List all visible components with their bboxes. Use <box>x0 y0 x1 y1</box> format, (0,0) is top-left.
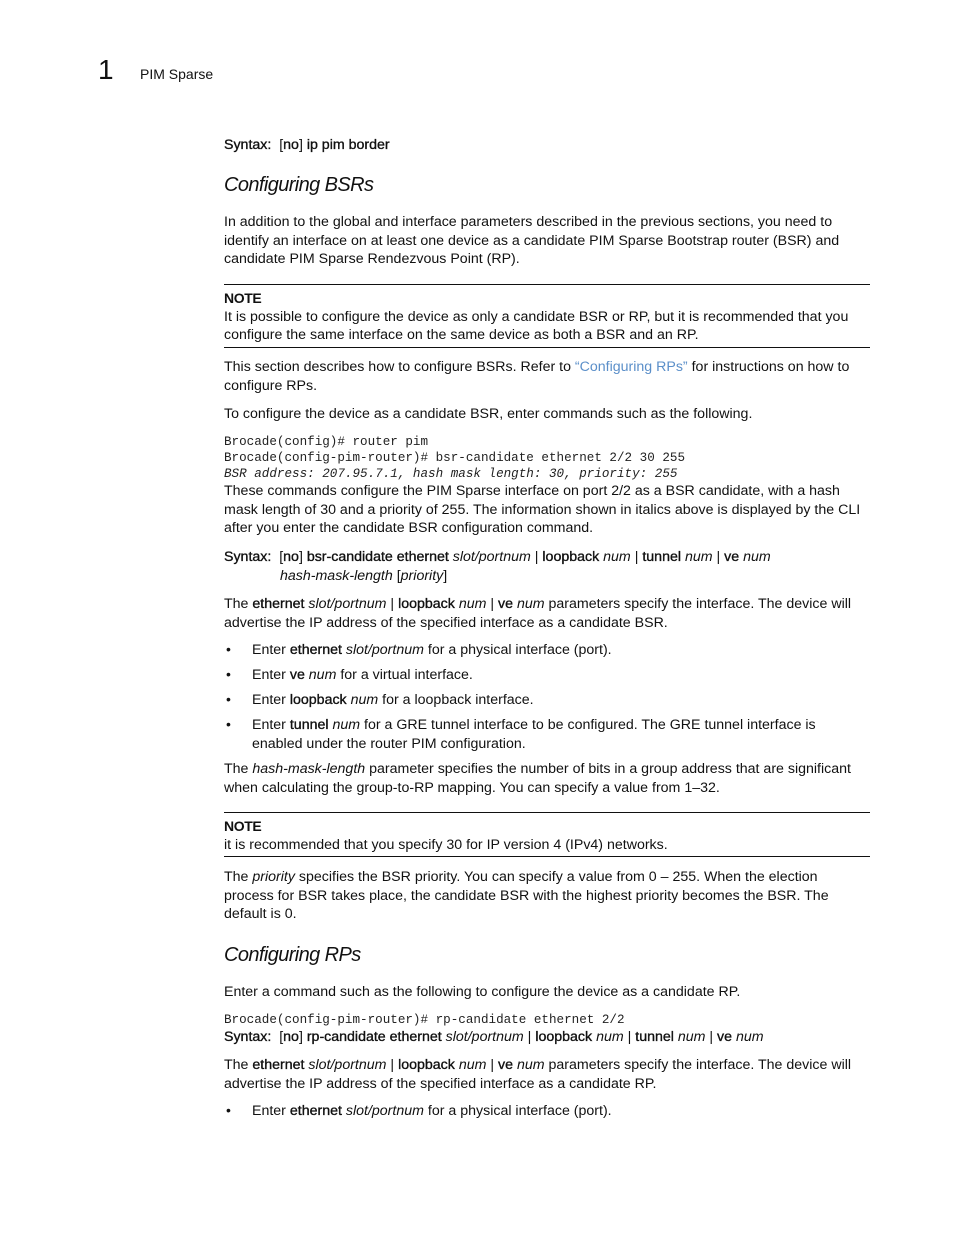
syntax-arg: hash-mask-length <box>280 567 393 584</box>
syntax-label: Syntax: <box>224 549 272 565</box>
keyword: loopback <box>289 692 347 708</box>
syntax-no: no <box>283 549 299 565</box>
text: for a physical interface (port). <box>423 1103 612 1119</box>
rp-intro-paragraph: Enter a command such as the following to configure the device as a candidate RP. <box>224 984 741 1000</box>
keyword: loopback <box>398 596 455 612</box>
note-text: it is recommended that you specify 30 for IP version 4 (IPv4) networks. <box>224 836 668 853</box>
code-line: Brocade(config-pim-router)# rp-candidate ethernet 2/2 <box>224 1013 625 1027</box>
syntax-keyword: ve <box>724 549 740 565</box>
code-line: Brocade(config-pim-router)# bsr-candidate ethernet 2/2 30 255 <box>224 451 686 465</box>
arg: priority <box>252 869 295 885</box>
note-top-rule <box>224 812 870 813</box>
note-label: NOTE <box>224 818 262 834</box>
arg: num <box>516 596 545 612</box>
arg: num <box>332 717 361 733</box>
arg: num <box>516 1057 545 1073</box>
text: Enter <box>252 692 290 708</box>
note-2 <box>224 817 870 854</box>
syntax-no: no <box>283 137 299 153</box>
arg: slot/portnum <box>308 1057 387 1073</box>
text: The <box>224 596 253 612</box>
bsr-params-paragraph: The ethernet slot/portnum | loopback num | ve num parameters specify the interface. The device will advertise the IP address of the specified interface as a candidate BSR. <box>224 596 852 631</box>
syntax-command: bsr-candidate ethernet <box>306 549 449 565</box>
syntax-bsr-candidate: Syntax: [no] bsr-candidate ethernet slot/portnum | loopback num | tunnel num | ve num hash-mask-length [priority] <box>224 548 870 585</box>
bullet-dot: • <box>226 641 231 657</box>
heading-configuring-bsrs: Configuring BSRs <box>224 174 374 196</box>
syntax-command: rp-candidate ethernet <box>306 1029 442 1045</box>
syntax-label: Syntax: <box>224 137 272 153</box>
note-text: It is possible to configure the device as only a candidate BSR or RP, but it is recommended that you configure the same interface on the same device as both a BSR and an RP. <box>224 308 849 344</box>
list-item <box>252 716 870 753</box>
bullet-dot: • <box>226 666 231 682</box>
syntax-keyword: ve <box>717 1029 733 1045</box>
keyword: ethernet <box>289 642 342 658</box>
text: specifies the BSR priority. You can specify a value from 0 – 255. When the election process for BSR takes place, the candidate BSR with the highest priority becomes the BSR. The default is 0. <box>224 869 829 923</box>
text: The <box>224 761 253 777</box>
arg: slot/portnum <box>345 1103 424 1119</box>
bullet-dot: • <box>226 716 231 732</box>
arg: num <box>350 692 379 708</box>
keyword: ethernet <box>289 1103 342 1119</box>
syntax-ip-pim-border: Syntax: [no] ip pim border <box>224 137 390 153</box>
syntax-arg: num <box>735 1029 764 1045</box>
list-item <box>252 641 870 660</box>
text: for a physical interface (port). <box>423 642 612 658</box>
note-label: NOTE <box>224 290 262 306</box>
arg: slot/portnum <box>345 642 424 658</box>
arg: num <box>308 667 337 683</box>
list-item <box>252 666 870 685</box>
code-output-line: BSR address: 207.95.7.1, hash mask length: 30, priority: 255 <box>224 467 678 481</box>
keyword: ve <box>498 596 513 612</box>
syntax-arg: num <box>603 549 631 565</box>
syntax-arg: num <box>596 1029 624 1045</box>
syntax-arg: priority <box>400 567 444 584</box>
syntax-keyword: tunnel <box>642 549 681 565</box>
syntax-label: Syntax: <box>224 1029 272 1045</box>
note-1 <box>224 289 870 345</box>
arg: num <box>458 1057 487 1073</box>
keyword: ethernet <box>252 596 305 612</box>
text: The <box>224 869 253 885</box>
arg: hash-mask-length <box>252 761 366 777</box>
note-top-rule <box>224 284 870 285</box>
code-block-bsr <box>224 434 685 482</box>
to-configure-paragraph: To configure the device as a candidate BSR, enter commands such as the following. <box>224 406 753 422</box>
after-code-paragraph: These commands configure the PIM Sparse interface on port 2/2 as a BSR candidate, with a hash mask length of 30 and a priority of 255. The information shown in italics above is displayed by the CLI after you enter the candidate BSR configuration command. <box>224 483 861 537</box>
syntax-arg: slot/portnum <box>452 549 531 565</box>
syntax-continuation: hash-mask-length [priority] <box>280 567 448 584</box>
text: Enter <box>252 642 290 658</box>
text: parameter specifies the number of bits in a group address that are significant when calculating the group-to-RP mapping. You can specify a value from 1–32. <box>224 761 851 796</box>
text: for a loopback interface. <box>378 692 534 708</box>
configuring-rps-link[interactable]: “Configuring RPs” <box>574 359 688 375</box>
code-block-rp <box>224 1012 625 1028</box>
keyword: ve <box>498 1057 513 1073</box>
syntax-arg: num <box>743 549 771 565</box>
chapter-title: PIM Sparse <box>140 66 214 82</box>
chapter-number: 1 <box>98 54 114 85</box>
bsr-intro-paragraph: In addition to the global and interface parameters described in the previous sections, you need to identify an interface on at least one device as a candidate PIM Sparse Bootstrap router (BSR) and candidate PIM Sparse Rendezvous Point (RP). <box>224 214 840 268</box>
code-line: Brocade(config)# router pim <box>224 435 429 449</box>
syntax-arg: num <box>684 549 713 565</box>
syntax-rp-candidate: Syntax: [no] rp-candidate ethernet slot/portnum | loopback num | tunnel num | ve num <box>224 1029 764 1045</box>
text: parameters specify the interface. The device will advertise the IP address of the specified interface as a candidate RP. <box>224 1057 852 1092</box>
text: Enter <box>252 717 290 733</box>
priority-paragraph <box>224 868 870 924</box>
syntax-arg: num <box>677 1029 706 1045</box>
keyword: tunnel <box>289 717 329 733</box>
syntax-keyword: loopback <box>542 549 600 565</box>
text: for a GRE tunnel interface to be configured. The GRE tunnel interface is enabled under the router PIM configuration. <box>252 717 816 752</box>
note-bottom-rule <box>224 347 870 348</box>
syntax-keyword: tunnel <box>635 1029 674 1045</box>
list-item <box>252 691 870 710</box>
bsr-description-paragraph <box>224 358 870 395</box>
list-item <box>252 1102 870 1121</box>
rp-params-paragraph: The ethernet slot/portnum | loopback num | ve num parameters specify the interface. The device will advertise the IP address of the specified interface as a candidate RP. <box>224 1057 852 1092</box>
desc-text-a: This section describes how to configure BSRs. Refer to <box>224 359 575 375</box>
syntax-command: ip pim border <box>306 137 390 153</box>
arg: slot/portnum <box>308 596 387 612</box>
text: parameters specify the interface. The device will advertise the IP address of the specified interface as a candidate BSR. <box>224 596 852 631</box>
heading-configuring-rps: Configuring RPs <box>224 944 361 966</box>
text: The <box>224 1057 253 1073</box>
note-bottom-rule <box>224 856 870 857</box>
hash-mask-paragraph <box>224 760 870 797</box>
syntax-arg: slot/portnum <box>445 1029 524 1045</box>
arg: num <box>458 596 487 612</box>
syntax-no: no <box>283 1029 299 1045</box>
text: for a virtual interface. <box>336 667 473 683</box>
keyword: ethernet <box>252 1057 305 1073</box>
text: Enter <box>252 667 290 683</box>
syntax-keyword: loopback <box>535 1029 593 1045</box>
desc-text-b: for instructions on how to configure RPs. <box>224 359 850 394</box>
bullet-dot: • <box>226 1102 231 1118</box>
keyword: ve <box>289 667 305 683</box>
keyword: loopback <box>398 1057 455 1073</box>
text: Enter <box>252 1103 290 1119</box>
bullet-dot: • <box>226 691 231 707</box>
